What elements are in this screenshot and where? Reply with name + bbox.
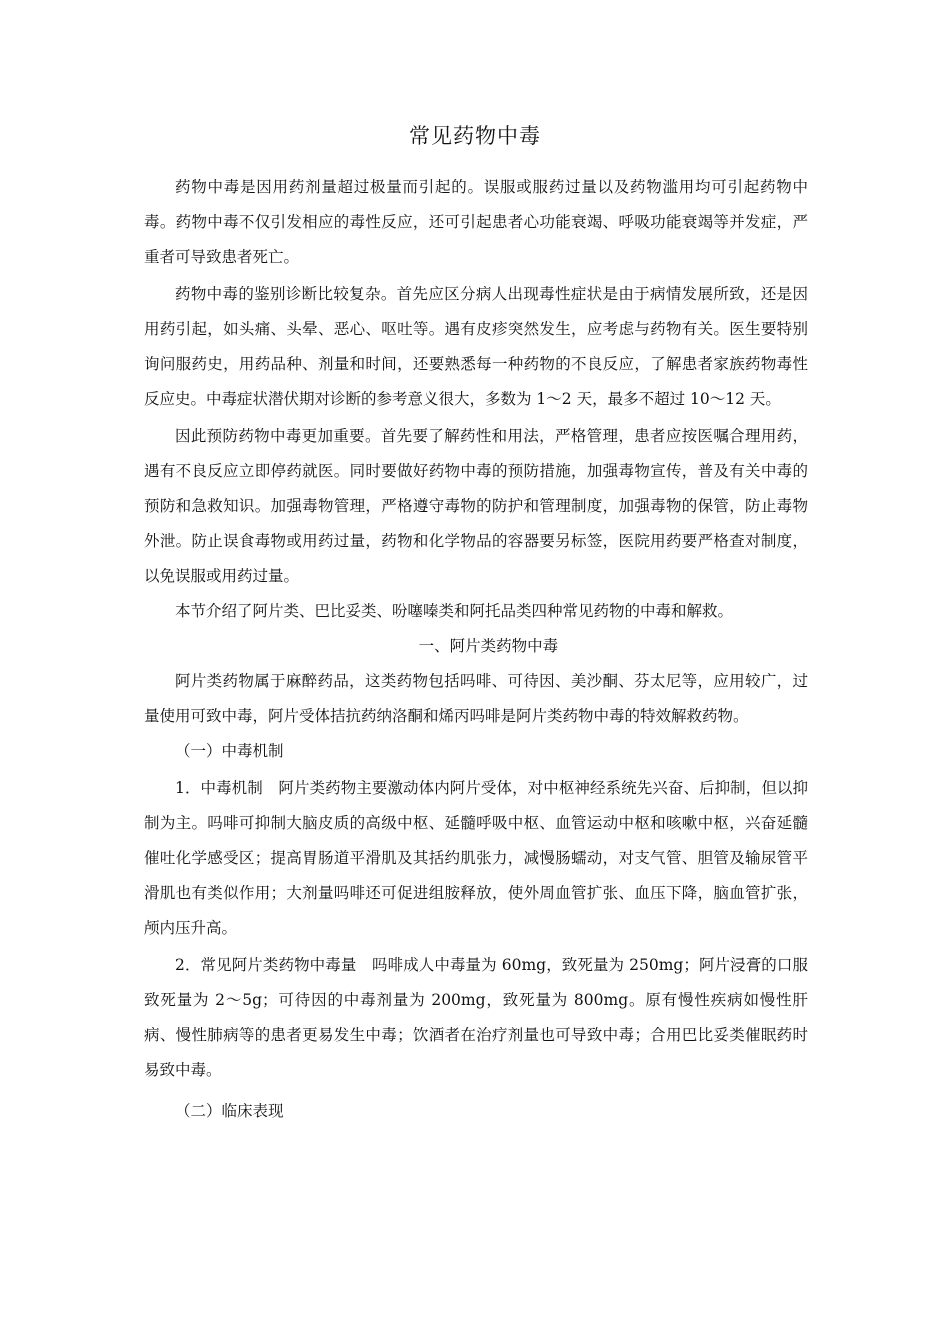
paragraph-section-overview: 本节介绍了阿片类、巴比妥类、吩噻嗪类和阿托品类四种常见药物的中毒和解救。 <box>175 602 734 620</box>
paragraph-toxic-dose: 2．常见阿片类药物中毒量 吗啡成人中毒量为 60mg，致死量为 250mg；阿片浸膏的口服致死量为 2～5g；可待因的中毒剂量为 200mg，致死量为 800mg。原有慢性疾病如慢性肝病、慢性肺病等的患者更易发生中毒；饮酒者在治疗剂量也可导致中毒；合用巴比妥类催眠药时易致中毒。 <box>144 956 808 1079</box>
paragraph-opioid-intro: 阿片类药物属于麻醉药品，这类药物包括吗啡、可待因、美沙酮、芬太尼等，应用较广，过量使用可致中毒，阿片受体拮抗药纳洛酮和烯丙吗啡是阿片类药物中毒的特效解救药物。 <box>144 672 808 725</box>
section-heading-opioid: 一、阿片类药物中毒 <box>418 637 559 655</box>
paragraph-intro: 药物中毒是因用药剂量超过极量而引起的。误服或服药过量以及药物滥用均可引起药物中毒。药物中毒不仅引发相应的毒性反应，还可引起患者心功能衰竭、呼吸功能衰竭等并发症，严重者可导致患者死亡。 <box>144 178 808 266</box>
paragraph-prevention: 因此预防药物中毒更加重要。首先要了解药性和用法，严格管理，患者应按医嘱合理用药，遇有不良反应立即停药就医。同时要做好药物中毒的预防措施，加强毒物宣传，普及有关中毒的预防和急救知识。加强毒物管理，严格遵守毒物的防护和管理制度，加强毒物的保管，防止毒物外泄。防止误食毒物或用药过量，药物和化学物品的容器要另标签，医院用药要严格查对制度，以免误服或用药过量。 <box>144 427 808 585</box>
subheading-clinical: （二）临床表现 <box>175 1102 284 1120</box>
paragraph-mechanism: 1．中毒机制 阿片类药物主要激动体内阿片受体，对中枢神经系统先兴奋、后抑制，但以抑制为主。吗啡可抑制大脑皮质的高级中枢、延髓呼吸中枢、血管运动中枢和咳嗽中枢，兴奋延髓催吐化学感受区；提高胃肠道平滑肌及其括约肌张力，减慢肠蠕动，对支气管、胆管及输尿管平滑肌也有类似作用；大剂量吗啡还可促进组胺释放，使外周血管扩张、血压下降，脑血管扩张，颅内压升高。 <box>144 779 808 937</box>
paragraph-diagnosis: 药物中毒的鉴别诊断比较复杂。首先应区分病人出现毒性症状是由于病情发展所致，还是因用药引起，如头痛、头晕、恶心、呕吐等。遇有皮疹突然发生，应考虑与药物有关。医生要特别询问服药史，用药品种、剂量和时间，还要熟悉每一种药物的不良反应，了解患者家族药物毒性反应史。中毒症状潜伏期对诊断的参考意义很大，多数为 1～2 天，最多不超过 10～12 天。 <box>144 285 808 408</box>
document-title: 常见药物中毒 <box>409 124 541 148</box>
subheading-mechanism: （一）中毒机制 <box>175 742 284 760</box>
document-body <box>144 170 808 1129</box>
